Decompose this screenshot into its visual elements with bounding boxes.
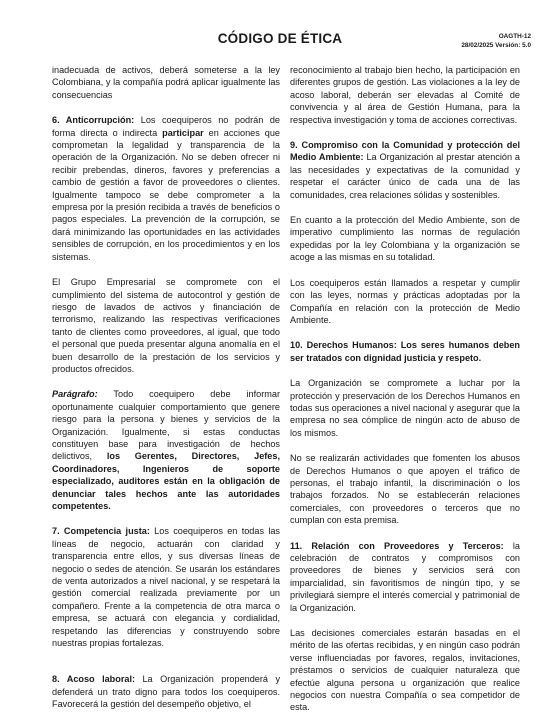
section-6-text-b: en acciones que comprometan la legalidad y transparencia de la operación de la Organización. No se deben ofrecer ni recibir prebendas, dineros, favores y preferencias a cambio de gestión a favor de proveedores o clientes. Igualmente tampoco se debe comprometer a la empresa por la presión recibida a través de beneficios o pagos especiales. La prevención de la corrupción, se dará minimizando las oportunidades en las actividades sensibles de corrupción, en los procedimientos y en los sistemas. <box>52 127 280 262</box>
paragraph-grupo-empresarial: El Grupo Empresarial se compromete con el cumplimiento del sistema de autocontrol y gestión de riesgo de lavados de activos y financiación de terrorismo, realizando las respectivas verificaciones tanto de clientes como proveedores, al igual, que todo el personal que pueda presentar alguna anomalía en el buen desarrollo de la prestación de los servicios y productos ofrecidos. <box>52 277 280 374</box>
section-9-comunidad <box>290 139 520 201</box>
section-6-heading: 6. Anticorrupción: <box>52 115 135 126</box>
section-6-bold-word: participar <box>162 127 204 138</box>
paragraph-organizacion: La Organización se compromete a luchar por la protección y preservación de los Derechos Humanos en todas sus operaciones a nivel nacional y asegurar que la empresa no sea cómplice de ningún acto de abuso de los mismos. <box>290 378 520 438</box>
paragraph-medio-ambiente: En cuanto a la protección del Medio Ambiente, son de imperativo cumplimiento las normas de regulación expedidas por la ley Colombiana y la organización se acoge a las mismas en su totalidad. <box>290 215 520 263</box>
section-10-heading-text: 10. Derechos Humanos: Los seres humanos deben ser tratados con dignidad justicia y respeto. <box>290 340 520 363</box>
section-11-proveedores <box>290 540 520 614</box>
paragraph-continuation-right: reconocimiento al trabajo bien hecho, la participación en diferentes grupos de gestión. Las violaciones a la ley de acoso laboral, deberán ser elevadas al Comité de convivencia y al área de Gestión Humana, para la respectiva investigación y toma de acciones correctivas. <box>290 65 520 125</box>
right-column <box>290 64 520 727</box>
paragrafo-section <box>52 388 280 512</box>
section-9-text: La Organización al prestar atención a las necesidades y expectativas de la comunidad y respetar el carácter único de cada una de las comunidades, crea relaciones sólidas y sostenibles. <box>290 152 520 200</box>
document-code-block <box>461 32 531 50</box>
paragraph-coequiperos: Los coequiperos están llamados a respetar y cumplir con las leyes, normas y prácticas adoptadas por la Compañía en relación con la protección de Medio Ambiente. <box>290 277 520 325</box>
paragrafo-text: Todo coequipero debe informar oportunamente cualquier comportamiento que genere riesgo para la persona y bienes y servicios de la Organización. Igualmente, si estas conductas constituyen base para investigación de hechos delictivos, <box>52 389 280 462</box>
paragrafo-bold-text: los Gerentes, Directores, Jefes, Coordinadores, Ingenieros de soporte especializado, auditores están en la obligación de denunciar tales hechos ante las autoridades competentes. <box>52 451 280 511</box>
paragraph-no-actividades: No se realizarán actividades que fomenten los abusos de Derechos Humanos o que apoyen el tráfico de personas, el trabajo infantil, la discriminación o los trabajos forzados. No se establecerán relaciones comerciales, con proveedores o terceros que no cumplan con esta premisa. <box>290 453 520 526</box>
paragraph-decisiones: Las decisiones comerciales estarán basadas en el mérito de las ofertas recibidas, y en ningún caso podrán verse influenciadas por favores, regalos, invitaciones, préstamos o servicios de cualquier naturaleza que efectúe alguna persona u organización que realice negocios con nuestra Compañía o sea competidor de esta. <box>290 628 520 713</box>
document-title: CÓDIGO DE ÉTICA <box>217 31 343 46</box>
document-date-version: 28/02/2025 Versión: 5.0 <box>461 42 531 49</box>
section-6-anticorrupcion <box>52 114 280 263</box>
section-7-heading: 7. Competencia justa: <box>52 526 150 537</box>
section-8-text: La Organización propenderá y defenderá un trato digno para todos los coequiperos. Favorecerá la gestión del desempeño objetivo, el <box>52 674 281 710</box>
section-7-text: Los coequiperos en todas las líneas de negocio, actuarán con claridad y transparencia entre ellos, y sus diversas líneas de negocio o sedes de atención. Se usarán los estándares de venta autorizados a nivel nacional, y se respetará la gestión comercial realizada previamente por un compañero. Frente a la competencia de otra marca o empresa, se actuará con elegancia y cordialidad, respetando las diferencias y construyendo sobre nuestras propias fortalezas. <box>52 526 280 649</box>
paragraph-continuation: inadecuada de activos, deberá someterse a la ley Colombiana, y la compañía podrá aplicar igualmente las consecuencias <box>52 65 280 100</box>
section-8-heading: 8. Acoso laboral: <box>52 674 136 685</box>
section-11-heading: 11. Relación con Proveedores y Terceros: <box>290 540 504 551</box>
section-7-competencia <box>52 525 280 649</box>
left-column <box>52 64 280 724</box>
section-10-heading <box>290 339 520 364</box>
section-11-text: la celebración de contratos y compromisos con proveedores de bienes y servicios será con imparcialidad, sin favoritismos de ningún tipo, y se privilegiará siempre el interés comercial y patrimonial de la Organización. <box>290 540 521 613</box>
paragrafo-label: Parágrafo: <box>52 389 98 400</box>
section-9-heading: 9. Compromiso con la Comunidad y protección del Medio Ambiente: <box>290 140 520 163</box>
document-code: OAGTH-12 <box>498 33 531 40</box>
section-6-text-a: Los coequiperos no podrán de forma directa o indirecta <box>52 115 280 138</box>
section-8-acoso <box>52 673 280 710</box>
